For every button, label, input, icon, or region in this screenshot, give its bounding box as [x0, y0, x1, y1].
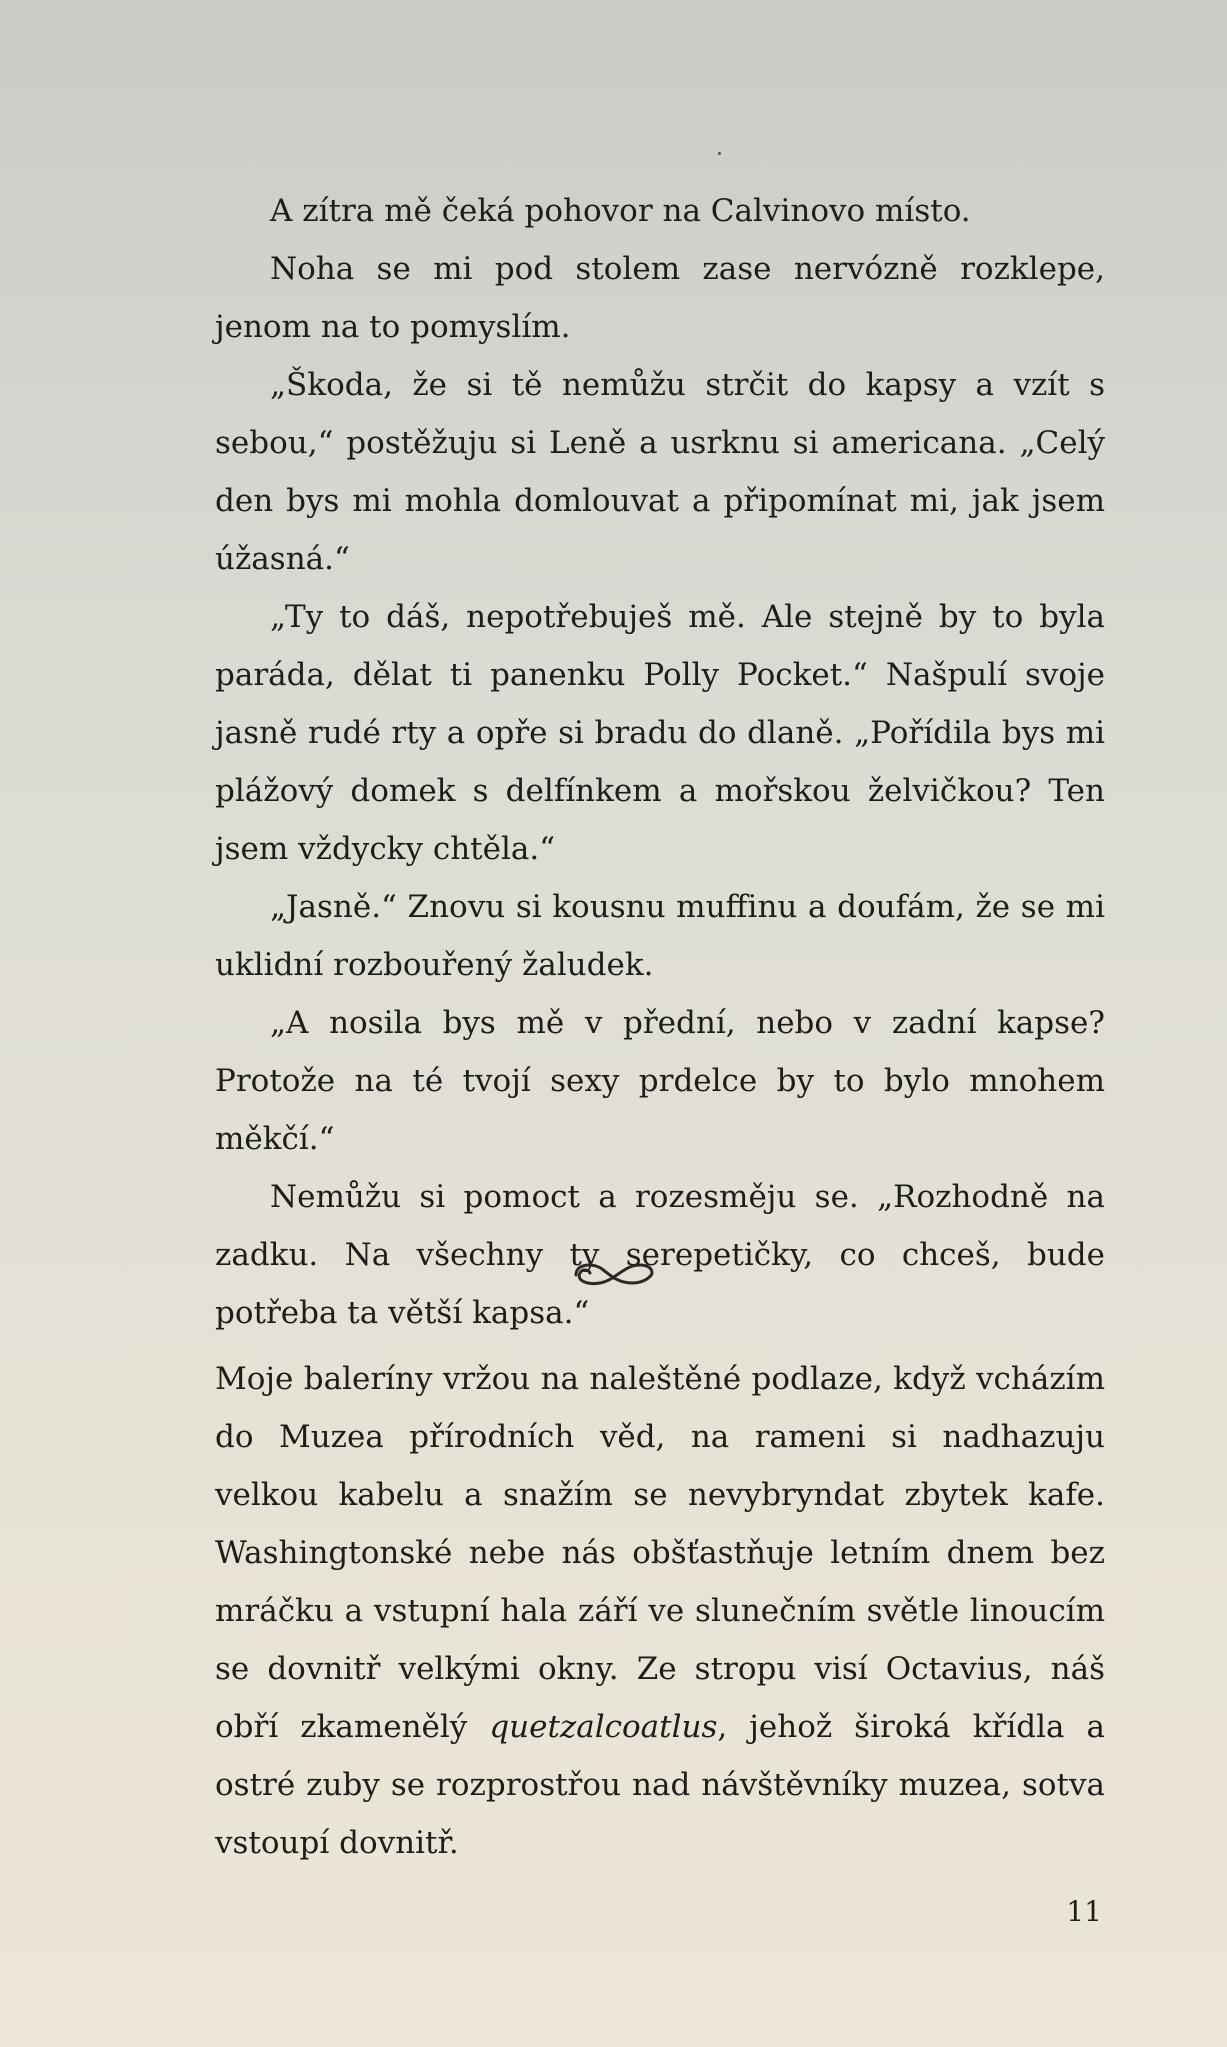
paragraph-text: , jehož široká křídla a ostré zuby se rozprostřou nad návštěvníky muzea, sotva vstoupí dovnitř.: [215, 1709, 1105, 1861]
paragraph: „A nosila bys mě v přední, nebo v zadní kapse? Protože na té tvojí sexy prdelce by to bylo mnohem měkčí.“: [215, 1005, 1105, 1157]
paragraph: [215, 1350, 1105, 1872]
species-name: quetzalcoatlus: [489, 1709, 718, 1745]
section-two-text: [215, 1350, 1105, 1872]
infinity-heart-ornament-icon: [566, 1257, 662, 1293]
paragraph: „Jasně.“ Znovu si kousnu muffinu a doufám, že se mi uklidní rozbouřený žaludek.: [215, 889, 1105, 983]
paragraph: „Ty to dáš, nepotřebuješ mě. Ale stejně by to byla paráda, dělat ti panenku Polly Pocket.“ Našpulí svoje jasně rudé rty a opře si bradu do dlaně. „Pořídila bys mi plážový domek s delfínkem a mořskou želvičkou? Ten jsem vždycky chtěla.“: [215, 599, 1105, 867]
paragraph: Noha se mi pod stolem zase nervózně rozklepe, jenom na to pomyslím.: [215, 251, 1105, 345]
page-number: 11: [1066, 1895, 1102, 1928]
paragraph: Nemůžu si pomoct a rozesměju se. „Rozhodně na zadku. Na všechny ty serepetičky, co chceš, bude potřeba ta větší kapsa.“: [215, 1179, 1105, 1331]
paragraph-text: Moje baleríny vržou na naleštěné podlaze, když vcházím do Muzea přírodních věd, na rameni si nadhazuju velkou kabelu a snažím se nevybryndat zbytek kafe. Washingtonské nebe nás obšťastňuje letním dnem bez mráčku a vstupní hala září ve slunečním světle linoucím se dovnitř velkými okny. Ze stropu visí Octavius, náš obří zkamenělý: [215, 1361, 1105, 1745]
paragraph: „Škoda, že si tě nemůžu strčit do kapsy a vzít s sebou,“ postěžuju si Leně a usrknu si americana. „Celý den bys mi mohla domlouvat a připomínat mi, jak jsem úžasná.“: [215, 367, 1105, 577]
section-one-text: [215, 182, 1105, 1342]
section-break: [0, 1255, 1227, 1295]
paragraph: A zítra mě čeká pohovor na Calvinovo místo.: [270, 193, 971, 229]
print-speck: [718, 152, 721, 155]
